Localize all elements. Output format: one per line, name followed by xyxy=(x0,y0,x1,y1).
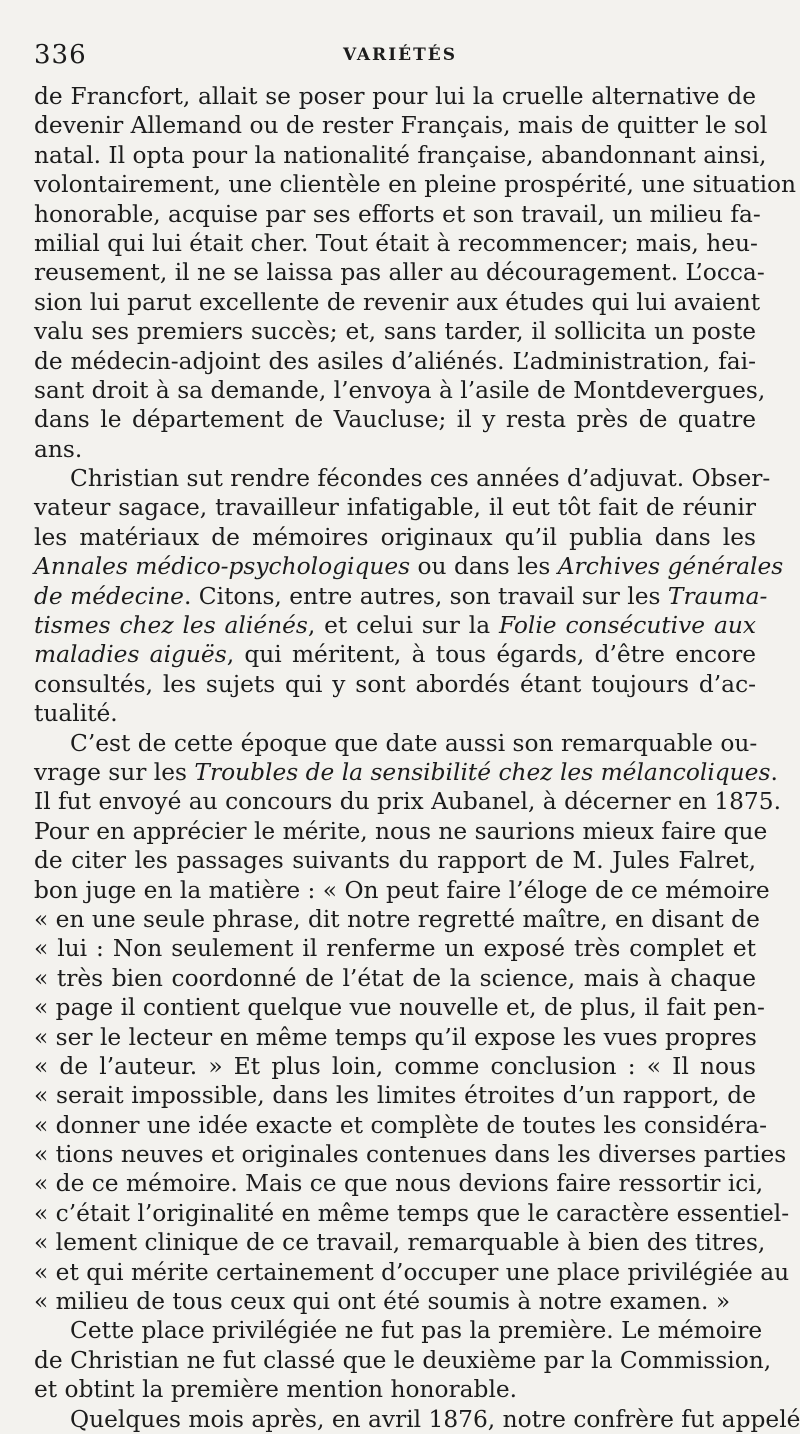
text-run: bon juge en la matière : « On peut faire l’éloge de ce mémoire xyxy=(34,876,770,904)
text-line xyxy=(34,1081,756,1110)
text-line xyxy=(34,1228,766,1257)
text-line xyxy=(34,611,756,640)
text-line xyxy=(34,464,771,493)
page-number: 336 xyxy=(34,40,87,70)
text-run: vateur sagace, travailleur infatigable, il eut tôt fait de réunir xyxy=(34,494,756,522)
italic-title: de médecine xyxy=(34,582,184,610)
text-line xyxy=(34,170,797,199)
italic-title: Annales médico-psychologiques xyxy=(34,553,411,581)
text-line xyxy=(34,640,756,669)
text-run: Cette place privilégiée ne fut pas la première. Le mémoire xyxy=(70,1317,763,1345)
text-line xyxy=(34,1199,790,1228)
text-run: sion lui parut excellente de revenir aux études qui lui avaient xyxy=(34,288,761,316)
text-line xyxy=(34,493,756,522)
text-run: « lui : Non seulement il renferme un exposé très complet et xyxy=(34,935,756,963)
page-header xyxy=(34,40,766,80)
text-run: reusement, il ne se laissa pas aller au découragement. L’occa- xyxy=(34,259,765,287)
text-line xyxy=(34,699,756,728)
text-line xyxy=(34,964,756,993)
text-run: « de ce mémoire. Mais ce que nous devions faire ressortir ici, xyxy=(34,1170,764,1198)
italic-title: Troubles de la sensibilité chez les mélancoliques xyxy=(194,758,771,786)
text-line xyxy=(34,288,761,317)
text-line xyxy=(34,200,761,229)
text-run: « c’était l’originalité en même temps que le caractère essentiel- xyxy=(34,1199,790,1227)
text-run: ans. xyxy=(34,435,83,463)
text-run: « très bien coordonné de l’état de la science, mais à chaque xyxy=(34,964,756,992)
text-line xyxy=(34,817,768,846)
text-line xyxy=(34,523,756,552)
text-line xyxy=(34,376,766,405)
text-run: volontairement, une clientèle en pleine prospérité, une situation xyxy=(34,171,797,199)
text-line xyxy=(34,141,767,170)
text-run: « de l’auteur. » Et plus loin, comme conclusion : « Il nous xyxy=(34,1052,756,1080)
text-run: honorable, acquise par ses efforts et son travail, un milieu fa- xyxy=(34,200,761,228)
italic-title: Folie consécutive aux xyxy=(498,612,756,640)
text-run: « page il contient quelque vue nouvelle et, de plus, il fait pen- xyxy=(34,994,765,1022)
italic-title: Archives générales xyxy=(557,553,784,581)
text-line xyxy=(34,1169,764,1198)
text-line xyxy=(34,435,756,464)
text-line xyxy=(34,582,768,611)
text-run: Pour en apprécier le mérite, nous ne saurions mieux faire que xyxy=(34,817,768,845)
text-run: dans le département de Vaucluse; il y resta près de quatre xyxy=(34,406,756,434)
text-run: ou dans les xyxy=(410,553,558,581)
text-run: « donner une idée exacte et complète de toutes les considéra- xyxy=(34,1111,768,1139)
text-run: , qui méritent, à tous égards, d’être encore xyxy=(226,641,756,669)
text-run: devenir Allemand ou de rester Français, mais de quitter le sol xyxy=(34,112,768,140)
text-line xyxy=(34,905,760,934)
text-line xyxy=(34,317,756,346)
text-line xyxy=(34,729,756,758)
italic-title: maladies aiguës xyxy=(34,641,227,669)
text-run: « et qui mérite certainement d’occuper une place privilégiée au xyxy=(34,1258,790,1286)
text-line xyxy=(34,1405,800,1434)
text-line xyxy=(34,1346,772,1375)
text-line xyxy=(34,1287,756,1316)
text-run: de Francfort, allait se poser pour lui la cruelle alternative de xyxy=(34,83,756,110)
text-line xyxy=(34,670,756,699)
text-run: et obtint la première mention honorable. xyxy=(34,1376,518,1404)
text-run: les matériaux de mémoires originaux qu’il publia dans les xyxy=(34,523,756,551)
text-run: tualité. xyxy=(34,700,118,728)
text-line xyxy=(34,552,784,581)
text-line xyxy=(34,82,756,111)
text-run: « serait impossible, dans les limites étroites d’un rapport, de xyxy=(34,1082,756,1110)
text-line xyxy=(34,1316,763,1345)
text-line xyxy=(34,229,756,258)
text-run: , et celui sur la xyxy=(307,612,499,640)
text-run: « tions neuves et originales contenues dans les diverses parties xyxy=(34,1141,787,1169)
text-run: vrage sur les xyxy=(34,758,195,786)
text-run: Il fut envoyé au concours du prix Aubanel, à décerner en 1875. xyxy=(34,788,781,816)
text-run: milial qui lui était cher. Tout était à recommencer; mais, heu- xyxy=(34,229,758,257)
text-line xyxy=(34,993,765,1022)
text-line xyxy=(34,1375,756,1404)
text-line xyxy=(34,1140,787,1169)
text-run: sant droit à sa demande, l’envoya à l’asile de Montdevergues, xyxy=(34,376,766,404)
text-run: de Christian ne fut classé que le deuxième par la Commission, xyxy=(34,1346,772,1374)
text-run: consultés, les sujets qui y sont abordés étant toujours d’ac- xyxy=(34,670,756,698)
text-line xyxy=(34,758,778,787)
text-run: Quelques mois après, en avril 1876, notre confrère fut appelé xyxy=(70,1405,800,1433)
text-line xyxy=(34,405,756,434)
text-run: . xyxy=(770,758,778,786)
text-run: « ser le lecteur en même temps qu’il expose les vues propres xyxy=(34,1023,757,1051)
text-line xyxy=(34,1023,756,1052)
text-run: natal. Il opta pour la nationalité française, abandonnant ainsi, xyxy=(34,141,767,169)
body-text xyxy=(34,82,800,1434)
text-line xyxy=(34,787,781,816)
text-line xyxy=(34,1258,790,1287)
text-run: de citer les passages suivants du rapport de M. Jules Falret, xyxy=(34,847,756,875)
text-run: « milieu de tous ceux qui ont été soumis à notre examen. » xyxy=(34,1288,731,1316)
text-run: de médecin-adjoint des asiles d’aliénés. L’administration, fai- xyxy=(34,347,756,375)
running-title: VARIÉTÉS xyxy=(343,45,457,65)
text-line xyxy=(34,111,768,140)
text-run: Christian sut rendre fécondes ces années d’adjuvat. Obser- xyxy=(70,465,771,493)
text-line xyxy=(34,876,770,905)
text-run: . Citons, entre autres, son travail sur les xyxy=(183,582,668,610)
text-line xyxy=(34,1111,768,1140)
text-run: valu ses premiers succès; et, sans tarder, il sollicita un poste xyxy=(34,318,756,346)
text-run: C’est de cette époque que date aussi son remarquable ou- xyxy=(70,729,758,757)
text-run: « lement clinique de ce travail, remarquable à bien des titres, xyxy=(34,1229,766,1257)
text-line xyxy=(34,258,765,287)
text-line xyxy=(34,846,756,875)
text-line xyxy=(34,934,756,963)
italic-title: Trauma- xyxy=(667,582,768,610)
text-line xyxy=(34,347,756,376)
italic-title: tismes chez les aliénés xyxy=(34,612,308,640)
text-line xyxy=(34,1052,756,1081)
text-run: « en une seule phrase, dit notre regretté maître, en disant de xyxy=(34,905,760,933)
